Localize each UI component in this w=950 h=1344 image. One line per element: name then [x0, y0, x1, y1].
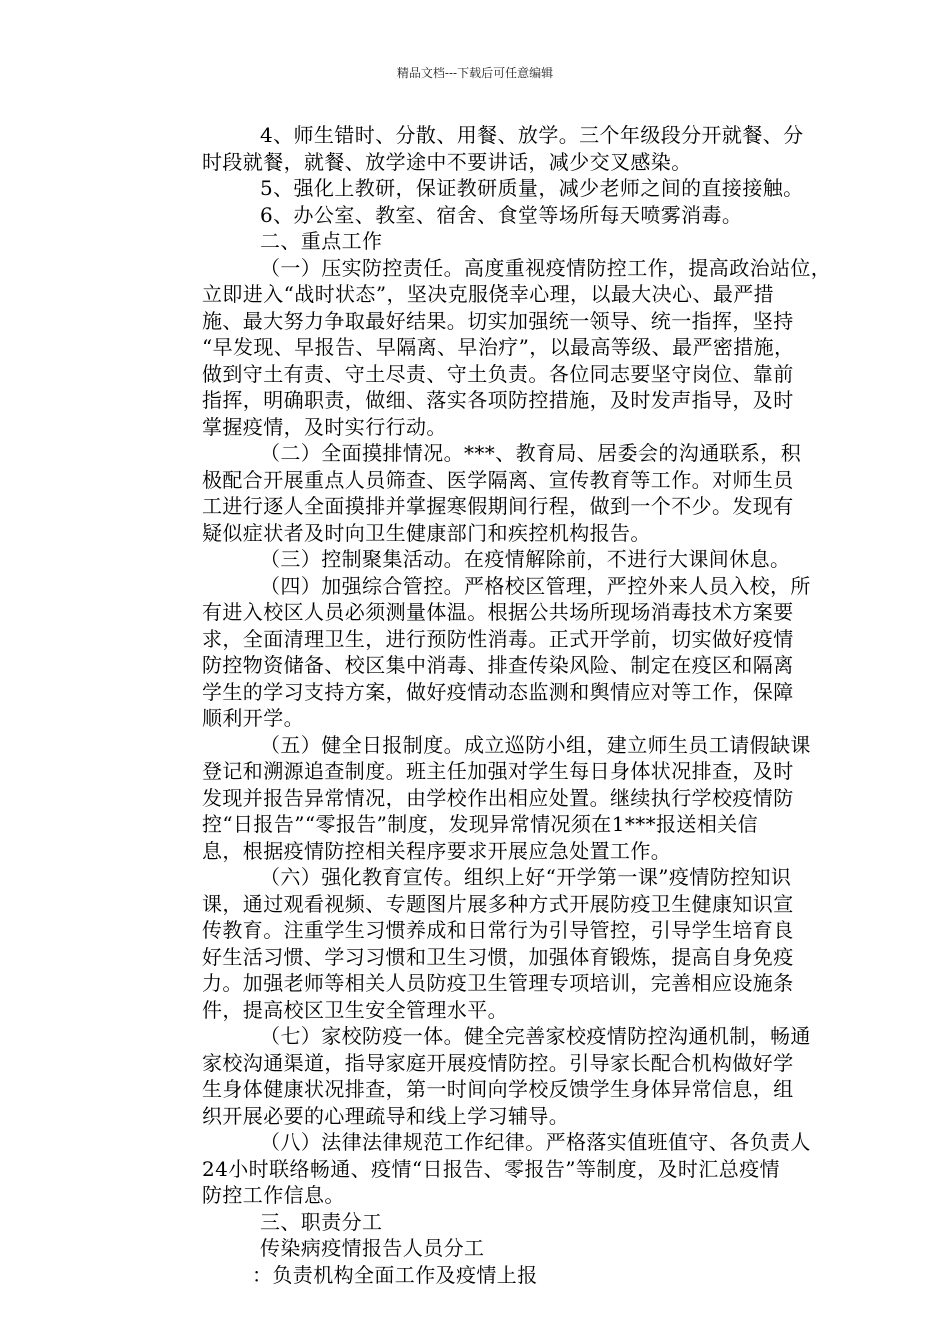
text-line: 掌握疫情，及时实行行动。 — [202, 414, 447, 439]
paragraph-section-6 — [144, 864, 812, 1023]
text-line: ：负责机构全面工作及疫情上报 — [252, 1262, 538, 1287]
text-line: （三）控制聚集活动。在疫情解除前，不进行大课间休息。 — [260, 547, 791, 571]
text-line: 发现并报告异常情况，由学校作出相应处置。继续执行学校疫情防 — [202, 785, 794, 810]
paragraph-section-7 — [144, 1023, 812, 1129]
text-line: 课，通过观看视频、专题图片展多种方式开展防疫卫生健康知识宣 — [202, 891, 794, 916]
text-line: 疑似症状者及时向卫生健康部门和疾控机构报告。 — [202, 520, 651, 545]
text-line: 防控物资储备、校区集中消毒、排查传染风险、制定在疫区和隔离 — [202, 653, 794, 677]
paragraph-section-5 — [144, 732, 812, 865]
page-header: 精品文档---下载后可任意编辑 — [396, 66, 554, 80]
text-line: （五）健全日报制度。成立巡防小组，建立师生员工请假缺课 — [260, 732, 811, 757]
text-line: 家校沟通渠道，指导家庭开展疫情防控。引导家长配合机构做好学 — [202, 1050, 794, 1075]
text-line: 登记和溯源追查制度。班主任加强对学生每日身体状况排查，及时 — [202, 759, 794, 783]
text-line: （七）家校防疫一体。健全完善家校疫情防控沟通机制，畅通 — [260, 1024, 811, 1048]
section-heading-duties — [144, 1209, 812, 1236]
subheading-reporting-staff — [144, 1235, 812, 1262]
text-line: 做到守土有责、守土尽责、守土负责。各位同志要坚守岗位、靠前 — [202, 361, 794, 386]
text-line: 二、重点工作 — [260, 229, 383, 253]
paragraph-section-2 — [144, 440, 812, 546]
text-line: 6、办公室、教室、宿舍、食堂等场所每天喷雾消毒。 — [260, 202, 743, 227]
text-line: 时段就餐，就餐、放学途中不要讲话，减少交叉感染。 — [202, 149, 692, 174]
paragraph-section-3 — [144, 546, 812, 573]
text-line: 织开展必要的心理疏导和线上学习辅导。 — [202, 1103, 570, 1128]
text-line: 传教育。注重学生习惯养成和日常行为引导管控，引导学生培育良 — [202, 918, 794, 942]
document-body — [144, 122, 832, 1288]
text-line: 求，全面清理卫生，进行预防性消毒。正式开学前，切实做好疫情 — [202, 626, 794, 651]
text-line: （六）强化教育宣传。组织上好“开学第一课”疫情防控知识 — [260, 865, 792, 889]
paragraph-section-1 — [144, 255, 832, 441]
text-line: （四）加强综合管控。严格校区管理，严控外来人员入校，所 — [260, 573, 811, 598]
text-line: 三、职责分工 — [260, 1209, 383, 1234]
text-line: 工进行逐人全面摸排并掌握寒假期间行程，做到一个不少。发现有 — [202, 494, 794, 518]
paragraph-item-5 — [144, 175, 812, 202]
text-line: 息，根据疫情防控相关程序要求开展应急处置工作。 — [202, 838, 672, 863]
text-line: （一）压实防控责任。高度重视疫情防控工作，提高政治站位， — [260, 255, 832, 280]
text-line: 5、强化上教研，保证教研质量，减少老师之间的直接接触。 — [260, 176, 804, 200]
duty-line-overall — [144, 1262, 812, 1289]
text-line: 4、师生错时、分散、用餐、放学。三个年级段分开就餐、分 — [260, 123, 804, 147]
text-line: 防控工作信息。 — [202, 1183, 345, 1207]
text-line: “早发现、早报告、早隔离、早治疗”，以最高等级、最严密措施， — [202, 335, 795, 359]
text-line: （八）法律法律规范工作纪律。严格落实值班值守、各负责人 — [260, 1130, 811, 1154]
paragraph-section-4 — [144, 573, 812, 732]
text-line: 立即进入“战时状态”，坚决克服侥幸心理，以最大决心、最严措 — [202, 282, 775, 306]
text-line: 好生活习惯、学习习惯和卫生习惯，加强体育锻炼，提高自身免疫 — [202, 944, 794, 969]
text-line: 学生的学习支持方案，做好疫情动态监测和舆情应对等工作，保障 — [202, 679, 794, 704]
section-heading-key-work — [144, 228, 812, 255]
text-line: 指挥，明确职责，做细、落实各项防控措施，及时发声指导，及时 — [202, 388, 794, 412]
text-line: 顺利开学。 — [202, 706, 304, 730]
paragraph-item-6 — [144, 202, 812, 229]
text-line: 极配合开展重点人员筛查、医学隔离、宣传教育等工作。对师生员 — [202, 467, 794, 492]
text-line: 生身体健康状况排查，第一时间向学校反馈学生身体异常信息，组 — [202, 1077, 794, 1101]
text-line: 控“日报告”“零报告”制度，发现异常情况须在1***报送相关信 — [202, 812, 759, 836]
text-line: 施、最大努力争取最好结果。切实加强统一领导、统一指挥，坚持 — [202, 308, 794, 333]
paragraph-section-8 — [144, 1129, 812, 1209]
text-line: 传染病疫情报告人员分工 — [260, 1236, 485, 1260]
text-line: 24小时联络畅通、疫情“日报告、零报告”等制度，及时汇总疫情 — [202, 1156, 780, 1181]
text-line: 有进入校区人员必须测量体温。根据公共场所现场消毒技术方案要 — [202, 600, 794, 624]
paragraph-item-4 — [144, 122, 812, 175]
text-line: 件，提高校区卫生安全管理水平。 — [202, 997, 508, 1022]
text-line: （二）全面摸排情况。***、教育局、居委会的沟通联系，积 — [260, 441, 802, 465]
text-line: 力。加强老师等相关人员防疫卫生管理专项培训，完善相应设施条 — [202, 971, 794, 995]
